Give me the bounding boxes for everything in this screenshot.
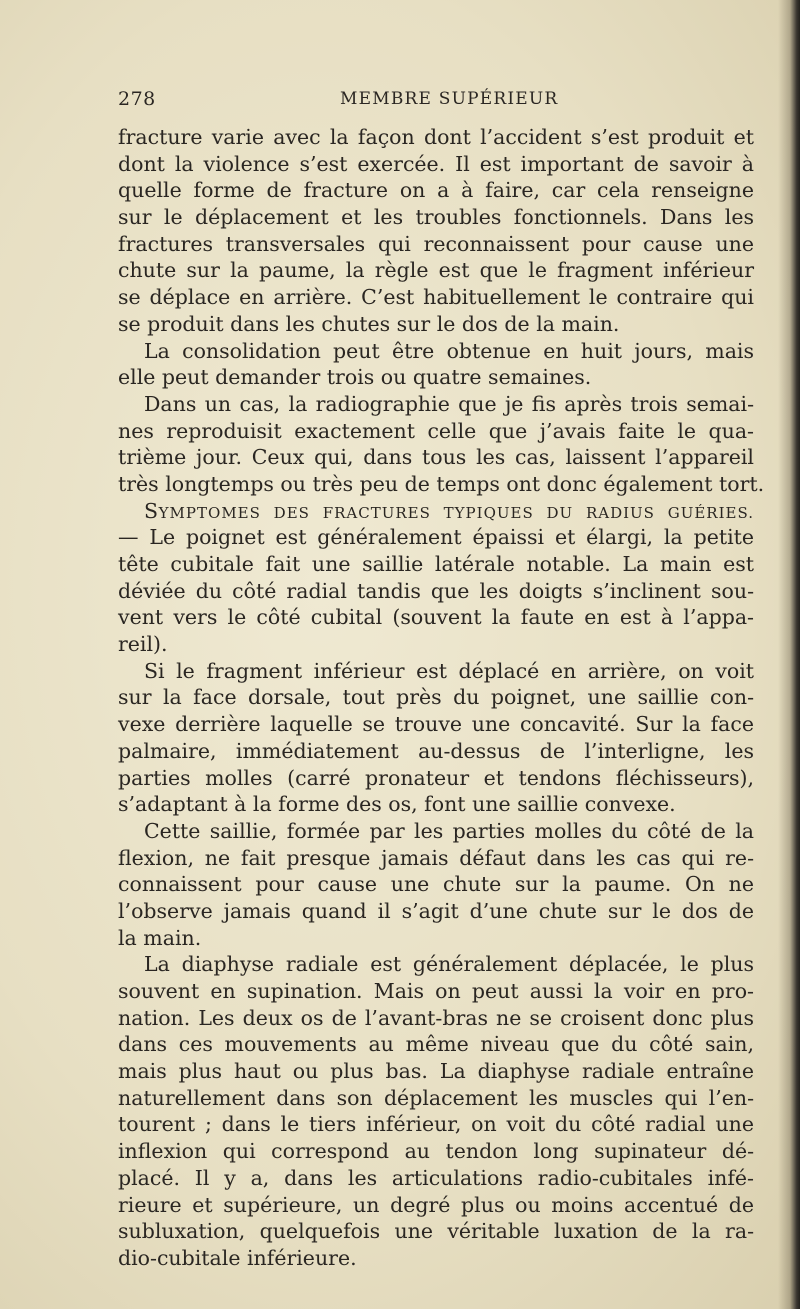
text-line: dont la violence s’est exercée. Il est important de savoir à [118,151,754,176]
text-line: vent vers le côté cubital (souvent la faute en est à l’appa- [118,605,754,630]
page-header [118,88,754,114]
running-head: MEMBRE SUPÉRIEUR [340,89,559,109]
body-text [118,124,765,1272]
text-line: tête cubitale fait une saillie latérale notable. La main est [118,552,754,576]
section-heading-rest: YMPTOMES DES FRACTURES TYPIQUES DU RADIUS GUÉRIES. [158,503,754,522]
spine-shadow [778,0,800,1309]
text-line: sur la face dorsale, tout près du poignet, une saillie con- [118,685,754,710]
text-line: la main. [118,925,202,950]
text-line: rieure et supérieure, un degré plus ou moins accentué de [118,1192,754,1217]
text-line: connaissent pour cause une chute sur la paume. On ne [118,872,754,897]
text-line: souvent en supination. Mais on peut aussi la voir en pro- [118,979,754,1003]
text-line: inflexion qui correspond au tendon long supinateur dé- [118,1139,754,1164]
text-line: très longtemps ou très peu de temps ont donc également tort. [118,471,765,496]
text-line: fracture varie avec la façon dont l’accident s’est produit et [118,125,754,149]
text-line: naturellement dans son déplacement les muscles qui l’en- [118,1085,754,1110]
text-line: reil). [118,632,168,657]
text-line: quelle forme de fracture on a à faire, car cela renseigne [118,178,754,203]
text-line: déviée du côté radial tandis que les doigts s’inclinent sou- [118,578,754,603]
text-line: chute sur la paume, la règle est que le fragment inférieur [118,258,754,283]
text-line: — Le poignet est généralement épaissi et élargi, la petite [118,525,754,550]
paragraph-first-line: Si le fragment inférieur est déplacé en arrière, on voit [144,658,754,683]
text-line: se déplace en arrière. C’est habituellement le contraire qui [118,285,754,310]
text-line: nes reproduisit exactement celle que j’avais faite le qua- [118,418,754,443]
text-line: trième jour. Ceux qui, dans tous les cas, laissent l’appareil [118,445,754,470]
text-line: s’adaptant à la forme des os, font une saillie convexe. [118,792,676,817]
text-line: elle peut demander trois ou quatre semaines. [118,365,592,390]
text-line: subluxation, quelquefois une véritable luxation de la ra- [118,1219,754,1244]
text-line: se produit dans les chutes sur le dos de la main. [118,311,620,336]
text-line: nation. Les deux os de l’avant-bras ne se croisent donc plus [118,1005,754,1030]
page-number: 278 [118,88,156,110]
text-line: tourent ; dans le tiers inférieur, on voit du côté radial une [118,1112,754,1137]
section-heading [118,498,754,525]
text-line: placé. Il y a, dans les articulations radio-cubitales infé- [118,1165,754,1190]
section-heading-initial: S [144,498,159,523]
text-line: palmaire, immédiatement au-dessus de l’interligne, les [118,738,754,763]
text-line: fractures transversales qui reconnaissent pour cause une [118,231,754,256]
paragraph-first-line: Dans un cas, la radiographie que je fis après trois semai- [144,391,754,416]
paragraph-first-line: La diaphyse radiale est généralement déplacée, le plus [144,952,754,977]
text-line: mais plus haut ou plus bas. La diaphyse radiale entraîne [118,1059,754,1084]
text-line: l’observe jamais quand il s’agit d’une chute sur le dos de [118,898,754,923]
text-line: flexion, ne fait presque jamais défaut dans les cas qui re- [118,845,754,870]
text-line: vexe derrière laquelle se trouve une concavité. Sur la face [118,712,754,737]
text-line: dio-cubitale inférieure. [118,1245,357,1270]
paragraph-first-line: Cette saillie, formée par les parties molles du côté de la [144,818,754,843]
text-line: sur le déplacement et les troubles fonctionnels. Dans les [118,205,754,230]
text-line: parties molles (carré pronateur et tendons fléchisseurs), [118,765,754,790]
text-line: dans ces mouvements au même niveau que du côté sain, [118,1032,754,1057]
paragraph-first-line: La consolidation peut être obtenue en huit jours, mais [144,338,754,363]
